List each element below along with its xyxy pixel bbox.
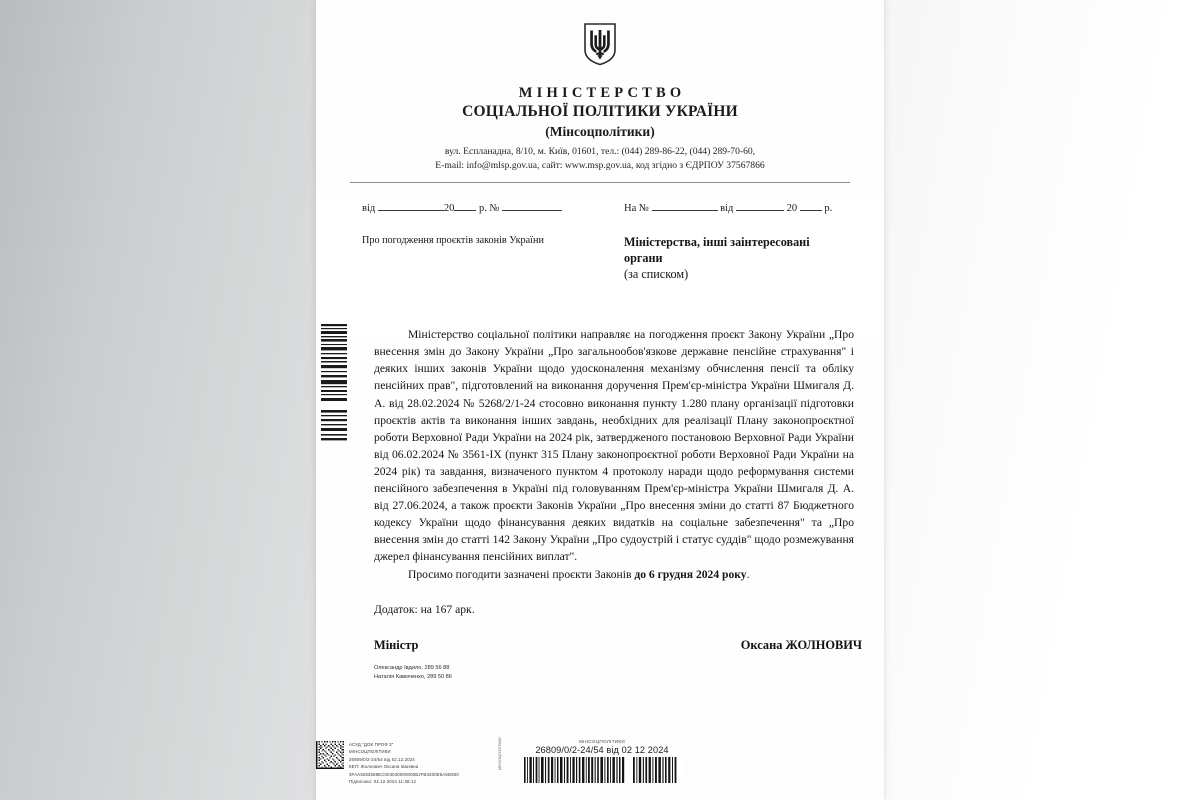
incoming-reference — [624, 201, 856, 214]
incoming-date-blank[interactable] — [736, 201, 784, 211]
registration-text — [349, 741, 459, 786]
ministry-name-line1: МІНІСТЕРСТВО — [518, 85, 686, 101]
outgoing-number-label: р. № — [478, 202, 500, 214]
barcode-side-label: МІНСОЦПОЛІТИКИ — [498, 737, 502, 770]
barcode-number: 26809/0/2-24/54 від 02 12 2024 — [535, 745, 669, 755]
document-sheet — [316, 0, 884, 800]
outgoing-reference — [362, 201, 624, 214]
body-paragraph-1: Міністерство соціальної політики направляє на погодження проєкт Закону України „Про внесення змін до Закону України „Про загальнообов'язкове державне пенсійне страхування" і деяких інших законів України щодо удосконалення механізму обчислення пенсії та обліку пенсійних прав", підготовлений на виконання доручення Прем'єр-міністра України Шмигаля Д. А. від 28.02.2024 № 5268/2/1-24 стосовно виконання пункту 1.280 плану організації підготовки проєктів актів та виконання інших завдань, необхідних для реалізації Плану законопроєктної роботи Верховної Ради України на 2024 рік, затвердженого постановою Верховної Ради України від 06.02.2024 № 3561-IX (пункт 315 Плану законопроєктної роботи Верховної Ради України на 2024 рік) та завдання, визначеного пунктом 4 протоколу наради щодо реформування системи пенсійного забезпечення в Україні під головуванням Прем'єр-міністра України Шмигаля Д. А. від 27.06.2024, а також проєкти Законів України „Про внесення зміни до статті 87 Бюджетного кодексу України щодо фінансування деяких видатків на соціальне забезпечення" та „Про внесення змін до статті 142 Закону України „Про судоустрій і статус суддів" щодо розмежування джерел фінансування пенсійних виплат". — [374, 328, 854, 563]
registration-line-4: КЕП: Жолнович Оксана Іванівна — [349, 764, 419, 770]
ministry-name-line2: СОЦІАЛЬНОЇ ПОЛІТИКИ УКРАЇНИ — [462, 103, 738, 121]
ministry-address: вул. Еспланадна, 8/10, м. Київ, 01601, тел.: (044) 289-86-22, (044) 289-70-60, — [444, 145, 756, 157]
outgoing-date-label: від — [362, 202, 376, 214]
registration-line-3: 26809/0/2-24/54 від 02.12.2024 — [349, 756, 415, 762]
signer-name: Оксана ЖОЛНОВИЧ — [740, 637, 862, 652]
letter-subject: Про погодження проєктів законів України — [362, 234, 544, 246]
addressee-line3: (за списком) — [624, 267, 689, 282]
outgoing-date-blank[interactable] — [378, 201, 444, 211]
registration-barcode — [522, 757, 682, 783]
deadline-sentence-end: . — [746, 567, 750, 581]
letterhead-divider — [350, 182, 850, 183]
executor-line-2: Наталія Кавюченко, 289 50 86 — [374, 673, 452, 680]
signer-position: Міністр — [374, 637, 419, 652]
registration-line-5: 3FAA9283568EC003040000000BJFB3400E5A6D600 — [349, 771, 459, 777]
registration-line-6: Підписано: 02.12.2024 11:38:12 — [349, 779, 417, 785]
body-paragraph-2 — [374, 566, 854, 583]
incoming-year-suffix: р. — [824, 202, 833, 214]
barcode-caption: МІНСОЦПОЛІТИКИ — [578, 739, 625, 744]
outgoing-year-blank[interactable] — [454, 201, 476, 211]
signature-block — [316, 638, 884, 653]
deadline-sentence-start: Просимо погодити зазначені проєкти Законів — [408, 567, 635, 581]
datamatrix-code-icon — [316, 741, 344, 769]
registration-line-1: АСУД "ДОК ПРОФ 3" — [349, 741, 394, 747]
incoming-number-label: На № — [624, 202, 649, 214]
addressee-line1: Міністерства, інші заінтересовані — [624, 234, 810, 249]
ukraine-coat-of-arms-trident-icon — [583, 22, 617, 66]
letterhead — [316, 0, 884, 183]
letter-body — [316, 326, 884, 582]
executor-line-1: Олександр Івдило, 289 56 88 — [374, 664, 450, 671]
incoming-year-label: 20 — [786, 202, 798, 214]
incoming-year-blank[interactable] — [800, 201, 822, 211]
footer-stamp-area — [316, 732, 884, 794]
registration-line-2: МІНСОЦПОЛІТИКИ — [349, 749, 391, 755]
ministry-short-name: (Мінсоцполітики) — [545, 124, 655, 140]
vertical-barcode — [320, 322, 348, 446]
reference-row — [316, 201, 884, 214]
registration-barcode-block — [512, 739, 692, 788]
incoming-date-label: від — [720, 202, 734, 214]
subject-addressee-row — [316, 234, 884, 283]
letter-addressee — [624, 234, 860, 283]
incoming-number-blank[interactable] — [652, 201, 718, 211]
ministry-contacts: E-mail: info@mlsp.gov.ua, сайт: www.msp.gov.ua, код згідно з ЄДРПОУ 37567866 — [435, 159, 765, 171]
addressee-line2: органи — [624, 250, 663, 265]
outgoing-year-label: 20 — [443, 202, 455, 214]
registration-stamp — [316, 741, 459, 786]
executors-block — [316, 664, 884, 681]
attachment-note: Додаток: на 167 арк. — [374, 602, 475, 616]
outgoing-number-blank[interactable] — [502, 201, 562, 211]
deadline-date: до 6 грудня 2024 року — [634, 567, 747, 581]
